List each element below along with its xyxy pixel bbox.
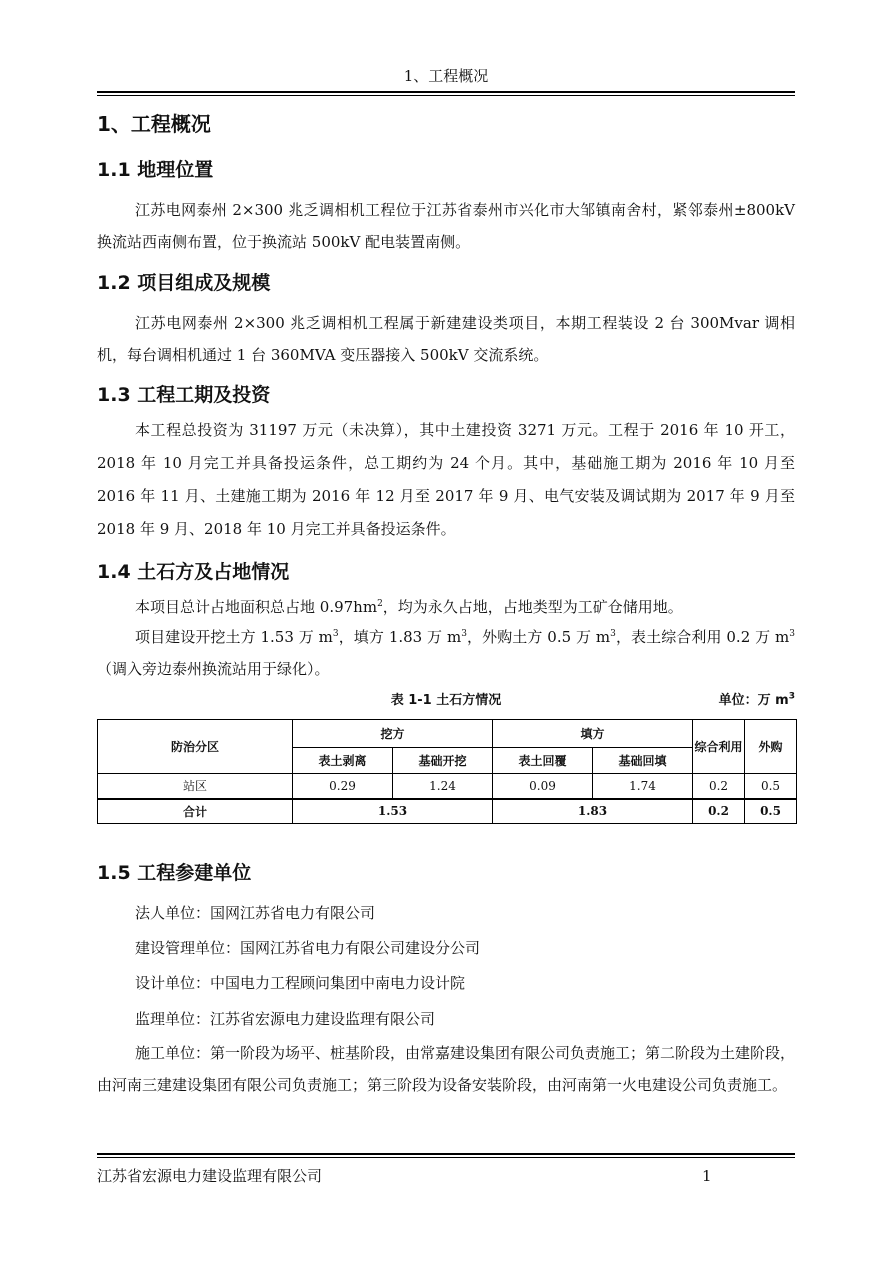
subsection-title-composition: 1.2 项目组成及规模: [97, 272, 271, 294]
cell-purchase: 0.5: [745, 774, 797, 799]
table-unit: 单位：万 $m^3$: [718, 691, 795, 708]
table-total-row: [98, 799, 797, 824]
page-number: 1: [702, 1167, 712, 1185]
header-rule-thin: [97, 95, 795, 96]
header-cut: 挖方: [293, 720, 493, 748]
subsection-title-schedule: 1.3 工程工期及投资: [97, 384, 271, 406]
cell-total-cut: 1.53: [293, 799, 493, 824]
subsection-title-participants: 1.5 工程参建单位: [97, 862, 252, 884]
footer-rule-thick: [97, 1153, 795, 1155]
paragraph-location: 江苏电网泰州 2×300 兆乏调相机工程位于江苏省泰州市兴化市大邹镇南舍村，紧邻泰州±800kV 换流站西南侧布置，位于换流站 500kV 配电装置南侧。: [97, 201, 795, 251]
header-reuse: 综合利用: [693, 720, 745, 774]
cell-foundation-backfill: 1.74: [593, 774, 693, 799]
participant-construction-management: 建设管理单位：国网江苏省电力有限公司建设分公司: [135, 939, 481, 957]
header-topsoil-backfill: 表土回覆: [493, 748, 593, 774]
subsection-title-earthwork: 1.4 土石方及占地情况: [97, 561, 290, 583]
participant-legal-entity: 法人单位：国网江苏省电力有限公司: [135, 904, 376, 922]
cell-total-purchase: 0.5: [745, 799, 797, 824]
header-fill: 填方: [493, 720, 693, 748]
header-purchase: 外购: [745, 720, 797, 774]
paragraph-composition: 江苏电网泰州 2×300 兆乏调相机工程属于新建建设类项目，本期工程装设 2 台 300Mvar 调相机，每台调相机通过 1 台 360MVA 变压器接入 500kV 交流系统。: [97, 314, 795, 364]
cell-foundation-excavation: 1.24: [393, 774, 493, 799]
header-foundation-backfill: 基础回填: [593, 748, 693, 774]
cell-area: 站区: [98, 774, 293, 799]
cell-total-reuse: 0.2: [693, 799, 745, 824]
paragraph-land-area: 本项目总计占地面积总占地 $0.97hm^2$，均为永久占地，占地类型为工矿仓储用地。: [135, 598, 683, 616]
header-foundation-excavation: 基础开挖: [393, 748, 493, 774]
subsection-title-location: 1.1 地理位置: [97, 159, 214, 181]
footer-rule-thin: [97, 1157, 795, 1158]
header-topsoil-stripping: 表土剥离: [293, 748, 393, 774]
cell-total-fill: 1.83: [493, 799, 693, 824]
cell-topsoil-backfill: 0.09: [493, 774, 593, 799]
section-title: 1、工程概况: [97, 112, 211, 136]
footer-company: 江苏省宏源电力建设监理有限公司: [97, 1167, 323, 1185]
participant-design: 设计单位：中国电力工程顾问集团中南电力设计院: [135, 974, 466, 992]
header-area: 防治分区: [98, 720, 293, 774]
participant-construction: 施工单位：第一阶段为场平、桩基阶段，由常嘉建设集团有限公司负责施工；第二阶段为土建阶段，由河南三建建设集团有限公司负责施工；第三阶段为设备安装阶段，由河南第一火电建设公司负责施工。: [97, 1044, 796, 1094]
participant-supervision: 监理单位：江苏省宏源电力建设监理有限公司: [135, 1010, 436, 1028]
running-header: 1、工程概况: [403, 67, 489, 85]
table-caption-title: 表 1-1 土石方情况: [390, 693, 502, 708]
paragraph-earthwork-volume: 项目建设开挖土方 1.53 万 $m^3$，填方 1.83 万 $m^3$，外购土方 0.5 万 $m^3$，表土综合利用 0.2 万 $m^3$（调入旁边泰州换流站用于绿化）。: [97, 628, 795, 678]
table-row: [98, 774, 797, 799]
cell-total-label: 合计: [98, 799, 293, 824]
cell-topsoil-stripping: 0.29: [293, 774, 393, 799]
header-rule-thick: [97, 91, 795, 93]
paragraph-schedule: 本工程总投资为 31197 万元（未决算），其中土建投资 3271 万元。工程于 2016 年 10 开工，2018 年 10 月完工并具备投运条件，总工期约为 24 个月。其中，基础施工期为 2016 年 10 月至 2016 年 11 月、土建施工期为 2016 年 12 月至 2017 年 9 月、电气安装及调试期为 2017 年 9 月至 2018 年 9 月、2018 年 10 月完工并具备投运条件。: [97, 421, 795, 538]
cell-reuse: 0.2: [693, 774, 745, 799]
table-caption: [97, 689, 795, 709]
earthwork-table: [97, 719, 797, 824]
